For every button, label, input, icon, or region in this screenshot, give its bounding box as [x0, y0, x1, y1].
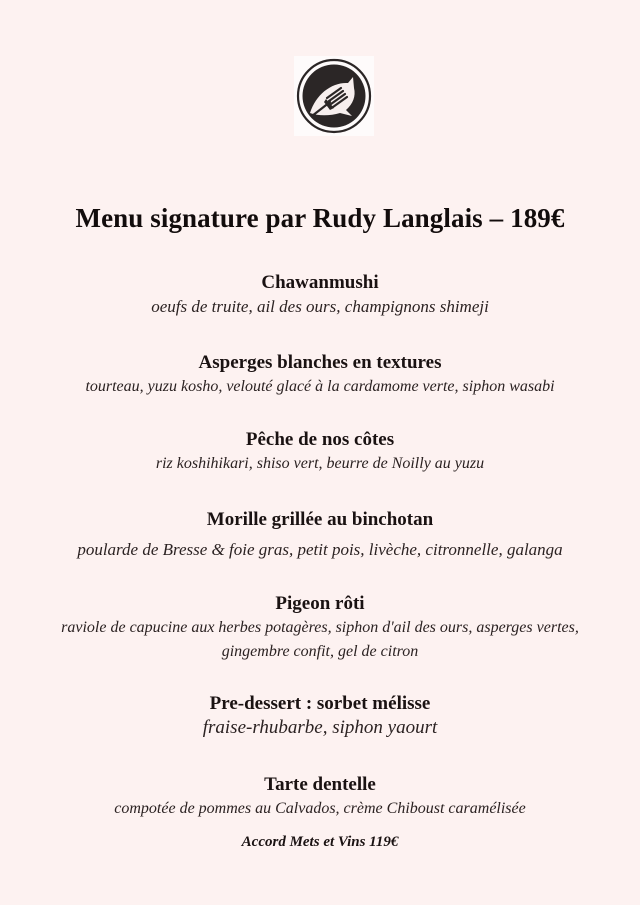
course-name: Morille grillée au binchotan — [206, 509, 434, 530]
course-pre-dessert — [0, 692, 640, 740]
course-morille — [0, 508, 640, 562]
course-description: riz koshihikari, shiso vert, beurre de Noilly au yuzu — [155, 455, 485, 472]
course-pigeon — [0, 592, 640, 664]
course-asperges — [0, 351, 640, 399]
course-description: compotée de pommes au Calvados, crème Chiboust caramélisée — [114, 800, 526, 817]
course-description: tourteau, yuzu kosho, velouté glacé à la cardamome verte, siphon wasabi — [85, 378, 555, 395]
course-name: Tarte dentelle — [264, 774, 376, 795]
course-tarte-dentelle — [0, 773, 640, 821]
course-name: Asperges blanches en textures — [198, 352, 442, 373]
course-peche — [0, 428, 640, 476]
restaurant-logo — [294, 56, 374, 136]
menu-title: Menu signature par Rudy Langlais – 189€ — [75, 203, 565, 233]
course-name: Chawanmushi — [261, 272, 379, 293]
course-description-line-2: gingembre confit, gel de citron — [221, 643, 419, 660]
wine-pairing: Accord Mets et Vins 119€ — [241, 834, 399, 850]
course-description: oeufs de truite, ail des ours, champignons shimeji — [151, 297, 489, 316]
course-description: poularde de Bresse & foie gras, petit pois, livèche, citronnelle, galanga — [77, 540, 563, 559]
course-description: fraise-rhubarbe, siphon yaourt — [202, 717, 438, 738]
course-name: Pêche de nos côtes — [245, 429, 395, 450]
course-name: Pre-dessert : sorbet mélisse — [209, 693, 431, 714]
course-description-line-1: raviole de capucine aux herbes potagères, siphon d'ail des ours, asperges vertes, — [61, 619, 579, 636]
fish-fork-logo-icon — [296, 58, 372, 134]
course-chawanmushi — [0, 271, 640, 319]
course-name: Pigeon rôti — [275, 593, 365, 614]
